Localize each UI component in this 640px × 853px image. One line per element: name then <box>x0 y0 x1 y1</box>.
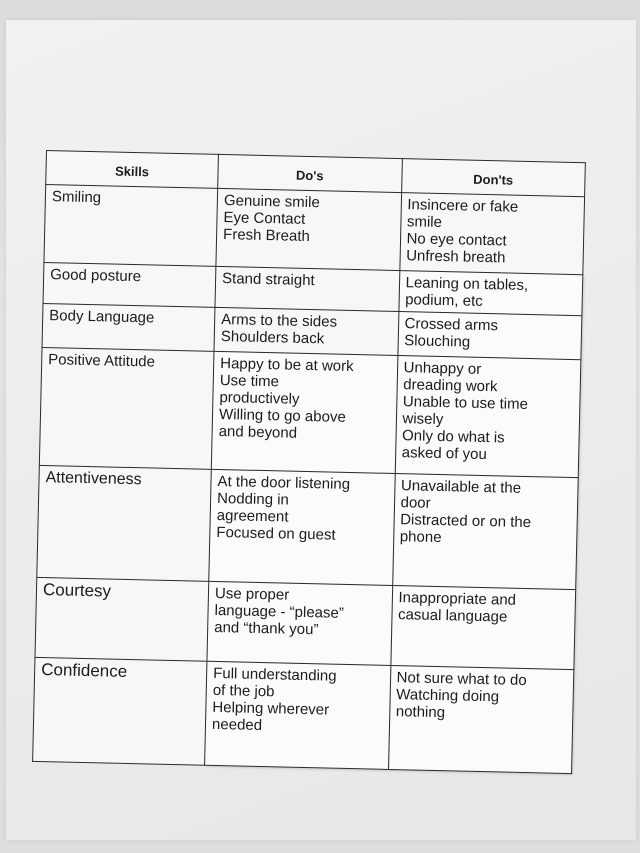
list-item: Genuine smile <box>223 192 320 212</box>
skills-table <box>32 150 586 774</box>
list-item: dreading work <box>403 376 498 396</box>
list-item: door <box>400 494 431 512</box>
list-item: phone <box>399 528 442 547</box>
list-item: Willing to go above <box>218 405 346 426</box>
table-row <box>33 657 574 773</box>
list-item: Insincere or fake <box>407 196 519 216</box>
list-item: Not sure what to do <box>396 669 527 690</box>
table-row <box>35 577 576 669</box>
list-item: Crossed arms <box>404 315 499 335</box>
skill-cell: Attentiveness <box>37 465 212 581</box>
list-item: asked of you <box>401 444 487 464</box>
skill-cell: Smiling <box>44 185 218 267</box>
skill-cell: Body Language <box>42 303 215 351</box>
paper-sheet <box>6 20 636 840</box>
donts-cell <box>392 473 578 589</box>
list-item: Only do what is <box>401 427 505 447</box>
list-item: and “thank you” <box>214 618 319 639</box>
donts-cell <box>397 312 581 360</box>
list-item: and beyond <box>218 422 298 442</box>
donts-cell <box>399 193 584 275</box>
header-donts: Don'ts <box>401 159 585 197</box>
list-item: podium, etc <box>405 291 483 310</box>
header-skills: Skills <box>46 151 219 189</box>
skill-cell: Good posture <box>43 262 216 307</box>
table-row <box>39 347 581 477</box>
list-item: nothing <box>395 703 446 722</box>
skill-cell: Courtesy <box>35 577 209 661</box>
skills-table-container <box>32 150 606 775</box>
list-item: Fresh Breath <box>222 226 311 246</box>
list-item: At the door listening <box>217 472 351 493</box>
list-item: language - “please” <box>214 601 345 622</box>
table-row <box>37 465 578 589</box>
list-item: No eye contact <box>406 230 507 250</box>
list-item: Stand straight <box>221 270 315 290</box>
dos-cell <box>205 661 391 769</box>
list-item: Unavailable at the <box>400 477 522 497</box>
list-item: Nodding in <box>216 489 290 509</box>
list-item: casual language <box>397 606 508 626</box>
dos-cell <box>215 266 399 311</box>
list-item: Unhappy or <box>403 359 482 378</box>
dos-cell <box>207 581 392 665</box>
dos-cell <box>209 469 395 585</box>
list-item: smile <box>406 213 443 232</box>
list-item: Slouching <box>404 332 471 351</box>
header-dos: Do's <box>218 154 402 192</box>
list-item: needed <box>211 715 263 735</box>
skill-cell: Positive Attitude <box>39 347 214 469</box>
list-item: Use proper <box>214 584 290 604</box>
skill-cell: Confidence <box>33 657 207 765</box>
list-item: productively <box>219 389 300 408</box>
list-item: Focused on guest <box>216 523 336 544</box>
donts-cell <box>395 356 581 478</box>
list-item: Leaning on tables, <box>405 274 529 294</box>
list-item: Unable to use time <box>402 393 529 413</box>
list-item: agreement <box>216 506 289 526</box>
list-item: Full understanding <box>212 664 337 685</box>
list-item: wisely <box>402 410 444 429</box>
donts-cell <box>390 585 575 669</box>
list-item: Use time <box>219 372 280 391</box>
list-item: of the job <box>212 681 275 701</box>
list-item: Inappropriate and <box>398 589 517 609</box>
donts-cell <box>398 271 582 316</box>
list-item: Unfresh breath <box>406 247 506 267</box>
list-item: Arms to the sides <box>221 311 338 331</box>
dos-cell <box>216 188 401 270</box>
table-row <box>44 185 585 275</box>
list-item: Watching doing <box>396 686 500 706</box>
dos-cell <box>214 307 398 355</box>
list-item: Helping wherever <box>212 698 330 719</box>
dos-cell <box>211 351 397 473</box>
list-item: Shoulders back <box>220 328 325 348</box>
donts-cell <box>388 665 574 773</box>
list-item: Happy to be at work <box>220 355 354 376</box>
list-item: Distracted or on the <box>400 511 532 532</box>
list-item: Eye Contact <box>223 209 306 228</box>
